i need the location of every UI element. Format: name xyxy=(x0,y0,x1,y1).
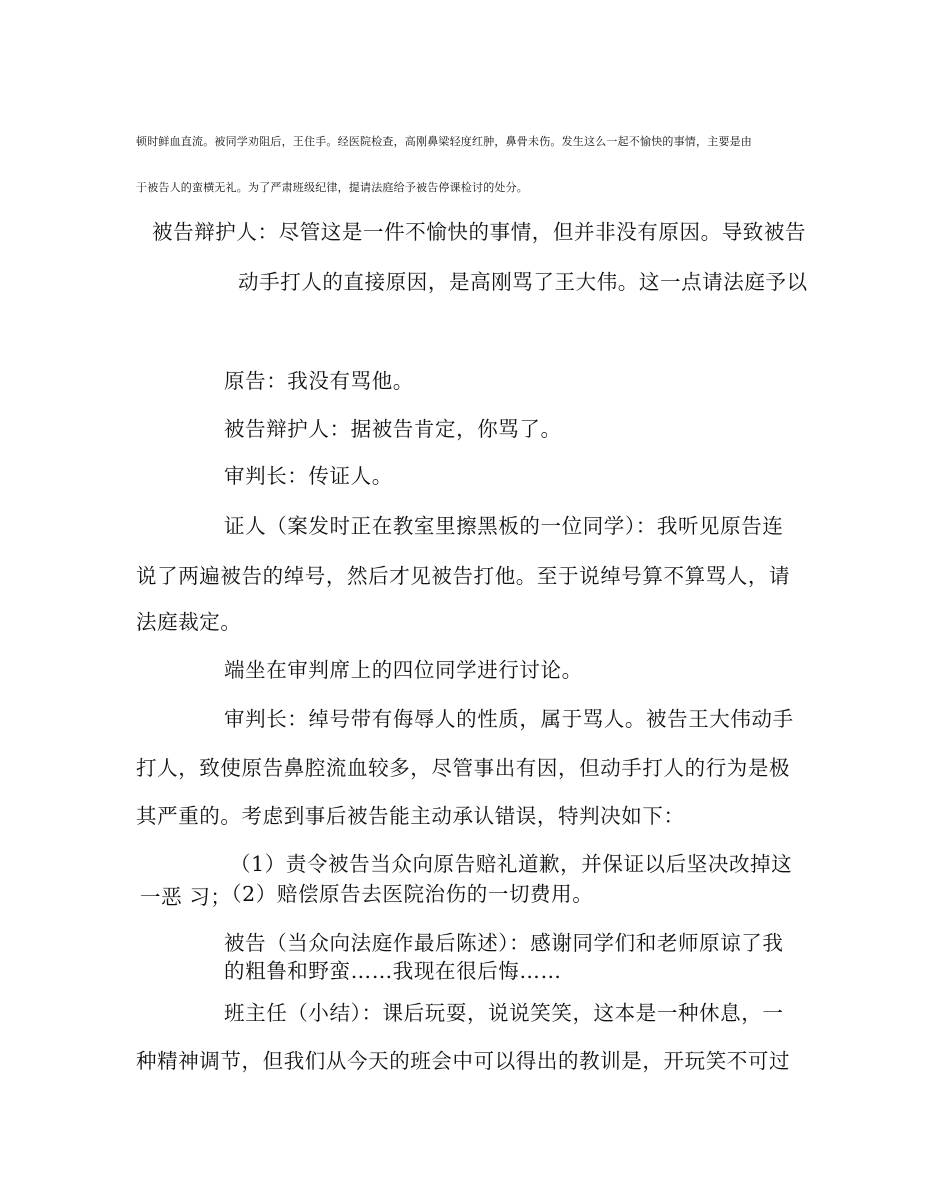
paragraph-line: 法庭裁定。 xyxy=(136,610,242,634)
paragraph-line: 打人，致使原告鼻腔流血较多，尽管事出有因，但动手打人的行为是极 xyxy=(136,756,791,780)
paragraph-line: 种精神调节，但我们从今天的班会中可以得出的教训是，开玩笑不可过 xyxy=(136,1049,791,1073)
paragraph-line: 证人（案发时正在教室里擦黑板的一位同学）：我听见原告连 xyxy=(224,514,784,538)
paragraph-line: 的粗鲁和野蛮……我现在很后悔…… xyxy=(224,959,562,983)
paragraph-line: 班主任（小结）：课后玩耍，说说笑笑，这本是一种休息，一 xyxy=(224,1001,784,1025)
paragraph-line: 审判长：绰号带有侮辱人的性质，属于骂人。被告王大伟动手 xyxy=(224,707,794,731)
paragraph-line: 被告（当众向法庭作最后陈述）：感谢同学们和老师原谅了我 xyxy=(224,931,784,955)
paragraph-line: 原告：我没有骂他。 xyxy=(224,369,414,393)
paragraph-line: 端坐在审判席上的四位同学进行讨论。 xyxy=(224,658,583,682)
paragraph-line: 说了两遍被告的绰号，然后才见被告打他。至于说绰号算不算骂人，请 xyxy=(136,564,791,588)
paragraph-line: 其严重的。考虑到事后被告能主动承认错误，特判决如下： xyxy=(136,804,685,828)
paragraph-line: 被告辩护人：据被告肯定，你骂了。 xyxy=(224,417,562,441)
paragraph-line: 审判长：传证人。 xyxy=(224,464,393,488)
paragraph-line: 顿时鲜血直流。被同学劝阻后，王住手。经医院检查，高刚鼻梁轻度红肿，鼻骨未伤。发生这么一起不愉快的事情，主要是由 xyxy=(136,135,752,148)
paragraph-line: 一恶 习； xyxy=(140,885,232,909)
paragraph-line: （2）赔偿原告去医院治伤的一切费用。 xyxy=(221,882,594,906)
paragraph-line: 于被告人的蛮横无礼。为了严肃班级纪律，提请法庭给予被告停课检讨的处分。 xyxy=(136,181,528,194)
paragraph-line: （1）责令被告当众向原告赔礼道歉，并保证以后坚决改掉这 xyxy=(230,852,793,876)
paragraph-line: 被告辩护人：尽管这是一件不愉快的事情，但并非没有原因。导致被告 xyxy=(152,220,807,244)
paragraph-line: 动手打人的直接原因，是高刚骂了王大伟。这一点请法庭予以 xyxy=(238,270,808,294)
